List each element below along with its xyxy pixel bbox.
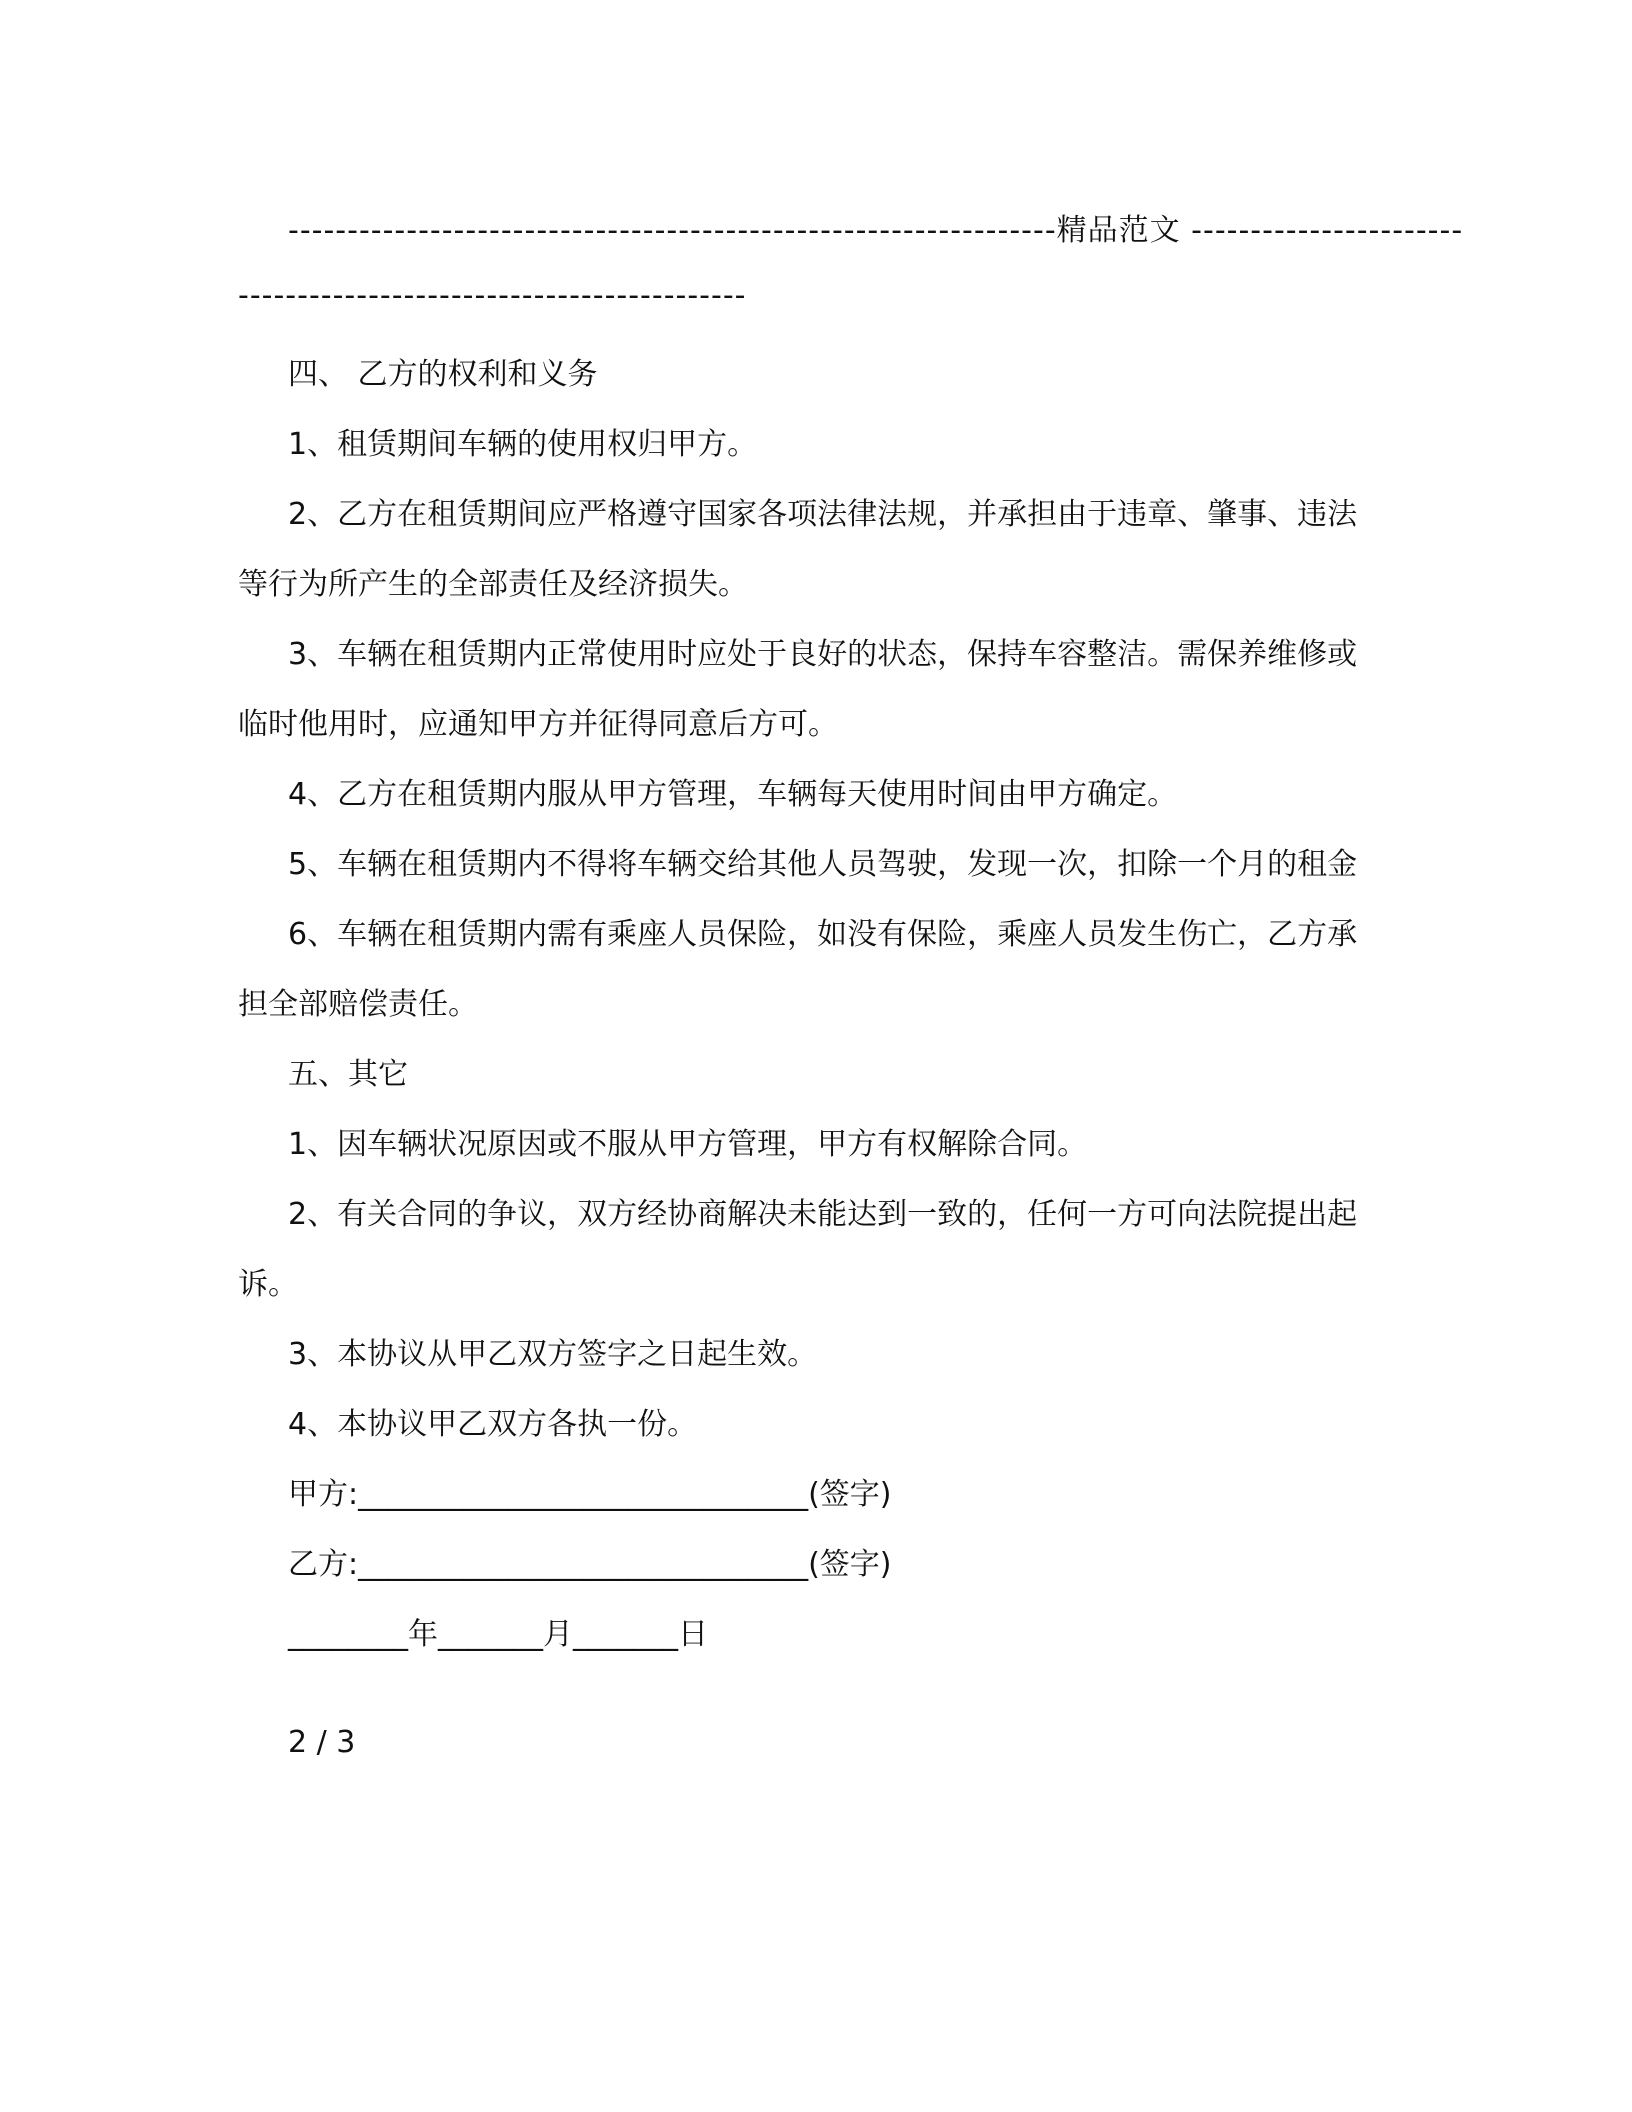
date-line: ________年_______月_______日 (288, 1617, 708, 1652)
clause-4-6: 6、车辆在租赁期内需有乘座人员保险，如没有保险，乘座人员发生伤亡，乙方承担全部赔偿责任。 (238, 917, 1358, 1022)
clause-5-4: 4、本协议甲乙双方各执一份。 (288, 1407, 698, 1442)
header-banner-continuation: ------------------------------------------- (238, 278, 747, 313)
clause-4-3: 3、车辆在租赁期内正常使用时应处于良好的状态，保持车容整洁。需保养维修或临时他用时，应通知甲方并征得同意后方可。 (238, 637, 1358, 742)
clause-5-3: 3、本协议从甲乙双方签字之日起生效。 (288, 1337, 818, 1372)
section-heading-5: 五、其它 (288, 1057, 408, 1092)
section-heading-4: 四、 乙方的权利和义务 (288, 357, 598, 392)
clause-4-2: 2、乙方在租赁期间应严格遵守国家各项法律法规，并承担由于违章、肇事、违法等行为所产生的全部责任及经济损失。 (238, 497, 1358, 602)
clause-5-2: 2、有关合同的争议，双方经协商解决未能达到一致的，任何一方可向法院提出起诉。 (238, 1197, 1358, 1302)
clause-4-5: 5、车辆在租赁期内不得将车辆交给其他人员驾驶，发现一次，扣除一个月的租金 (288, 847, 1358, 882)
document-body (238, 340, 1363, 1670)
page-number: 2 / 3 (288, 1725, 356, 1760)
clause-4-1: 1、租赁期间车辆的使用权归甲方。 (288, 427, 758, 462)
clause-5-1: 1、因车辆状况原因或不服从甲方管理，甲方有权解除合同。 (288, 1127, 1088, 1162)
party-a-signature-line: 甲方:______________________________(签字) (288, 1477, 892, 1512)
header-banner: -----------------------------------------------------------------精品范文 ----------------------- (288, 213, 1464, 248)
party-b-signature-line: 乙方:______________________________(签字) (288, 1547, 892, 1582)
clause-4-4: 4、乙方在租赁期内服从甲方管理，车辆每天使用时间由甲方确定。 (288, 777, 1178, 812)
